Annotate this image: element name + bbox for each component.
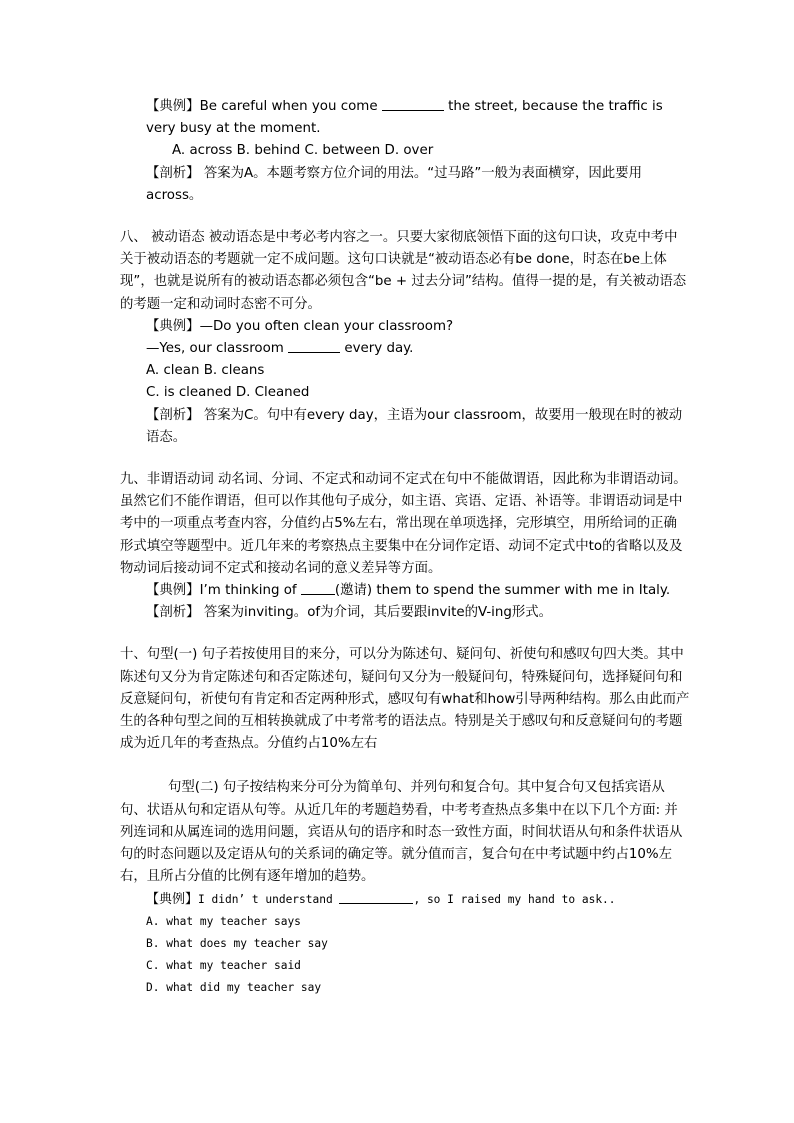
answer-blank [301, 580, 335, 595]
example-label: 【典例】 [146, 583, 200, 599]
document-page [120, 96, 690, 999]
section-heading-nonfinite: 九、非谓语动词 动名词、分词、不定式和动词不定式在句中不能做谓语，因此称为非谓语动词。虽然它们不能作谓语，但可以作其他句子成分，如主语、宾语、定语、补语等。非谓语动词是中考中的一项重点考查内容，分值约占5%左右，常出现在单项选择，完形填空，用所给词的正确形式填空等题型中。近几年来的考察热点主要集中在分词作定语、动词不定式中to的省略以及及物动词后接动词不定式和接动名词的意义差异等方面。 [120, 472, 687, 576]
section-heading-passive: 八、 被动语态 被动语态是中考必考内容之一。只要大家彻底领悟下面的这句口诀，攻克中考中关于被动语态的考题就一定不成问题。这句口诀就是“被动语态必有be done，时态在be上体现”，也就是说所有的被动语态都必须包含“be + 过去分词”结构。值得一提的是，有关被动语态的考题一定和动词时态密不可分。 [120, 230, 687, 312]
answer-blank [382, 96, 444, 111]
example-passive-line2: —Yes, our classroom every day. [120, 338, 690, 360]
section-heading-sentence-1: 十、句型(一) 句子若按使用目的来分，可以分为陈述句、疑问句、祈使句和感叹句四大类。其中陈述句又分为肯定陈述句和否定陈述句，疑问句又分为一般疑问句，特殊疑问句，选择疑问句和反意疑问句，祈使句有肯定和否定两种形式，感叹句有what和how引导两种结构。那么由此而产生的各种句型之间的互相转换就成了中考常考的语法点。特别是关于感叹句和反意疑问句的考题成为近几年的考查热点。分值约占10%左右 [120, 647, 690, 752]
analysis-nonfinite: 【剖析】 答案为inviting。of为介词，其后要跟invite的V-ing形式。 [146, 605, 553, 621]
analysis-passive: 【剖析】 答案为C。句中有every day，主语为our classroom，故要用一般现在时的被动语态。 [146, 407, 683, 445]
answer-blank [288, 338, 340, 353]
analysis-prep: 【剖析】 答案为A。本题考察方位介词的用法。“过马路”一般为表面横穿，因此要用across。 [146, 165, 642, 203]
example-sentence-block [120, 889, 690, 999]
example-label: 【典例】 [146, 891, 199, 907]
example-options: A. clean B. cleans [146, 363, 265, 379]
example-label: 【典例】 [146, 318, 200, 334]
analysis-label: 【剖析】 [146, 605, 200, 621]
answer-blank [339, 891, 413, 904]
option-a: A. what my teacher says [146, 914, 301, 928]
example-options: A. across B. behind C. between D. over [172, 143, 434, 159]
example-label: 【典例】 [146, 99, 200, 114]
analysis-label: 【剖析】 [146, 165, 200, 181]
option-d: D. what did my teacher say [146, 980, 322, 994]
example-options: C. is cleaned D. Cleaned [146, 385, 310, 401]
example-prep: 【典例】Be careful when you come the street, because the traffic is very busy at the moment. [120, 96, 690, 140]
option-c: C. what my teacher said [146, 958, 301, 972]
section-heading-sentence-2: 句型(二) 句子按结构来分可分为简单句、并列句和复合句。其中复合句又包括宾语从句、状语从句和定语从句等。从近几年的考题趋势看，中考考查热点多集中在以下几个方面: 并列连词和从属连词的选用问题，宾语从句的语序和时态一致性方面，时间状语从句和条件状语从句的时态问题以及定语从句的关系词的确定等。就分值而言，复合句在中考试题中约占10%左右，且所占分值的比例有逐年增加的趋势。 [120, 780, 683, 885]
option-b: B. what does my teacher say [146, 936, 328, 950]
example-passive: 【典例】—Do you often clean your classroom? [146, 318, 454, 334]
example-sentence: 【典例】I didn’ t understand , so I raised my hand to ask.. [146, 891, 616, 907]
example-nonfinite: 【典例】I’m thinking of (邀请) them to spend the summer with me in Italy. [120, 580, 690, 602]
analysis-label: 【剖析】 [146, 407, 200, 423]
